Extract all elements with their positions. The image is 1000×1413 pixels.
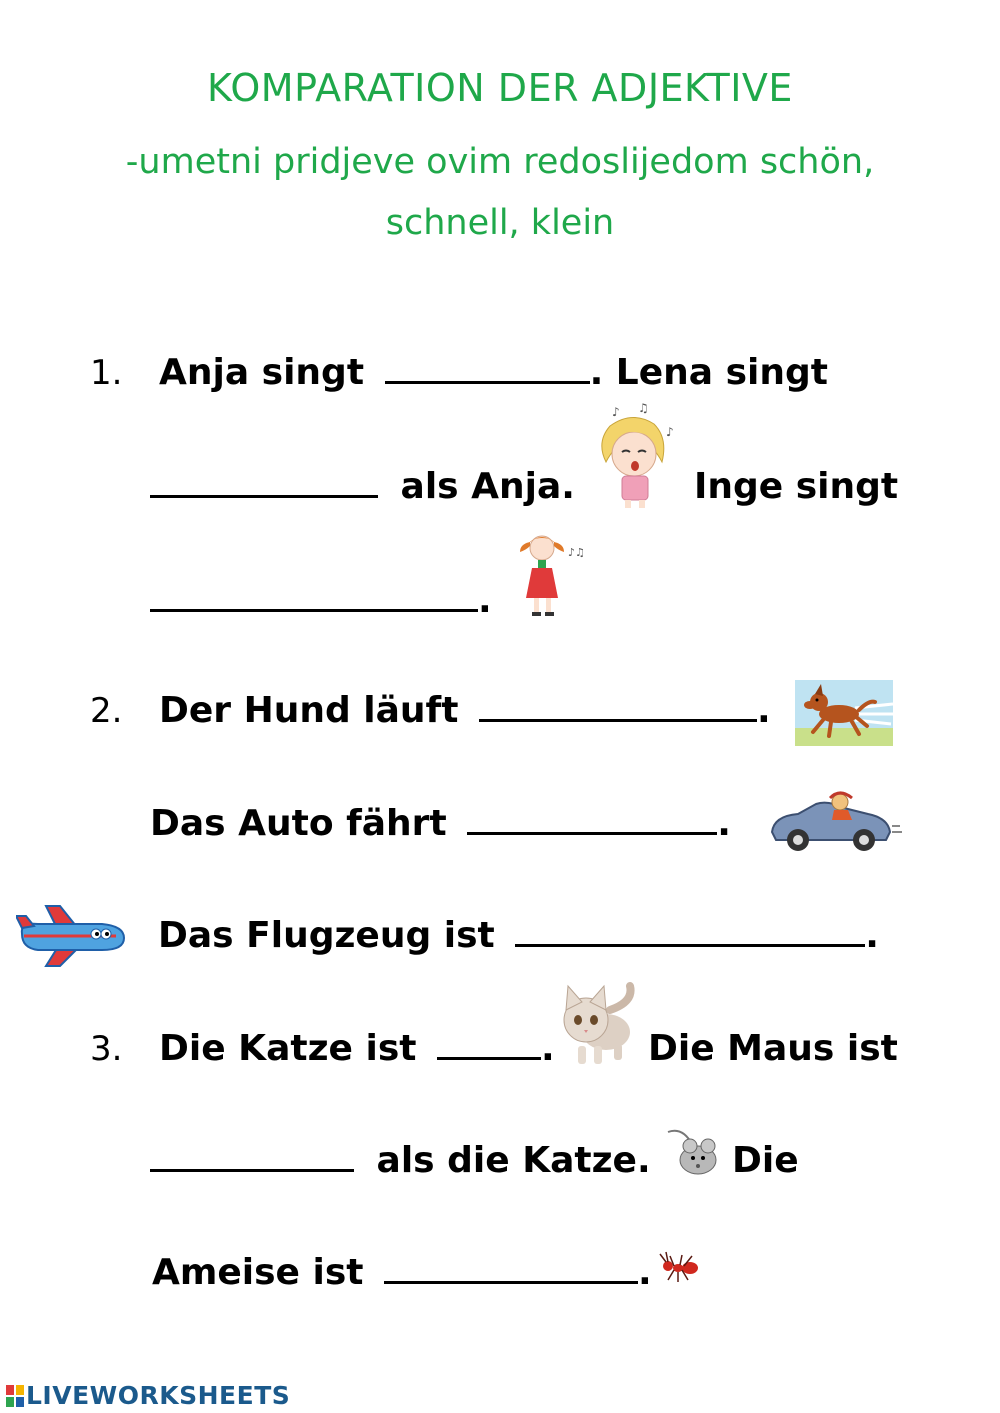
svg-text:♪: ♪: [612, 405, 620, 419]
svg-text:♪♫: ♪♫: [568, 546, 585, 559]
exercise-3-line-2b: [732, 1140, 799, 1181]
running-dog-icon: [795, 680, 893, 746]
answer-blank-8[interactable]: [150, 1141, 354, 1172]
logo-mark-icon: [6, 1385, 24, 1407]
logo-text: LIVEWORKSHEETS: [26, 1381, 291, 1410]
sentence-text: Der Hund läuft: [159, 690, 459, 731]
answer-blank-7[interactable]: [437, 1029, 541, 1060]
sentence-text: als die Katze.: [376, 1140, 651, 1181]
mouse-icon: [664, 1124, 722, 1178]
exercise-1-line-1: [90, 352, 828, 393]
instruction-line-1: -umetni pridjeve ovim redoslijedom schön,: [125, 142, 875, 182]
sentence-text: als Anja.: [400, 466, 575, 507]
sentence-text: Anja singt: [159, 352, 365, 393]
car-driver-icon: [768, 790, 902, 856]
exercise-number: 2.: [90, 691, 123, 731]
singing-girl-blonde-icon: [592, 402, 682, 510]
sentence-text: Das Auto fährt: [150, 803, 447, 844]
exercise-3-line-2: [150, 1140, 651, 1181]
sentence-text: Inge singt: [694, 466, 899, 507]
sentence-text: Die: [732, 1140, 799, 1181]
svg-text:♫: ♫: [638, 402, 649, 415]
exercise-number: 1.: [90, 353, 123, 393]
sentence-text: .: [541, 1028, 555, 1069]
answer-blank-4[interactable]: [479, 691, 757, 722]
exercise-2-line-1: [90, 690, 771, 731]
exercise-3-line-3: [152, 1252, 652, 1293]
sentence-text: .: [756, 690, 771, 731]
answer-blank-9[interactable]: [384, 1253, 638, 1284]
exercise-1-line-2b: [694, 466, 898, 507]
answer-blank-6[interactable]: [515, 916, 865, 947]
answer-blank-3[interactable]: [150, 581, 478, 612]
exercise-1-line-2: [150, 466, 575, 507]
exercise-3-line-1: [90, 1028, 555, 1069]
sentence-text: .: [717, 803, 731, 844]
sentence-text: .: [638, 1252, 652, 1293]
answer-blank-5[interactable]: [467, 804, 717, 835]
sentence-text: Die Katze ist: [159, 1028, 417, 1069]
sentence-text: . Lena singt: [589, 352, 828, 393]
sentence-text: .: [865, 915, 879, 956]
ant-icon: [658, 1250, 704, 1284]
sentence-text: Ameise ist: [152, 1252, 364, 1293]
exercise-2-line-3: [158, 915, 879, 956]
page-title: KOMPARATION DER ADJEKTIVE: [207, 66, 793, 110]
exercise-2-line-2: [150, 803, 731, 844]
sentence-text: Das Flugzeug ist: [158, 915, 495, 956]
answer-blank-1[interactable]: [385, 353, 590, 384]
answer-blank-2[interactable]: [150, 467, 378, 498]
exercise-number: 3.: [90, 1029, 123, 1069]
sentence-text: Die Maus ist: [648, 1028, 898, 1069]
exercise-3-line-1b: [648, 1028, 898, 1069]
airplane-icon: [16, 902, 128, 968]
singing-girl-redhead-icon: [512, 532, 588, 620]
liveworksheets-logo: [6, 1381, 290, 1410]
kitten-icon: [556, 980, 638, 1068]
sentence-text: .: [478, 580, 492, 621]
exercise-1-line-3: [150, 580, 492, 621]
instruction-line-2: schnell, klein: [385, 203, 615, 243]
svg-text:♪: ♪: [666, 425, 674, 439]
